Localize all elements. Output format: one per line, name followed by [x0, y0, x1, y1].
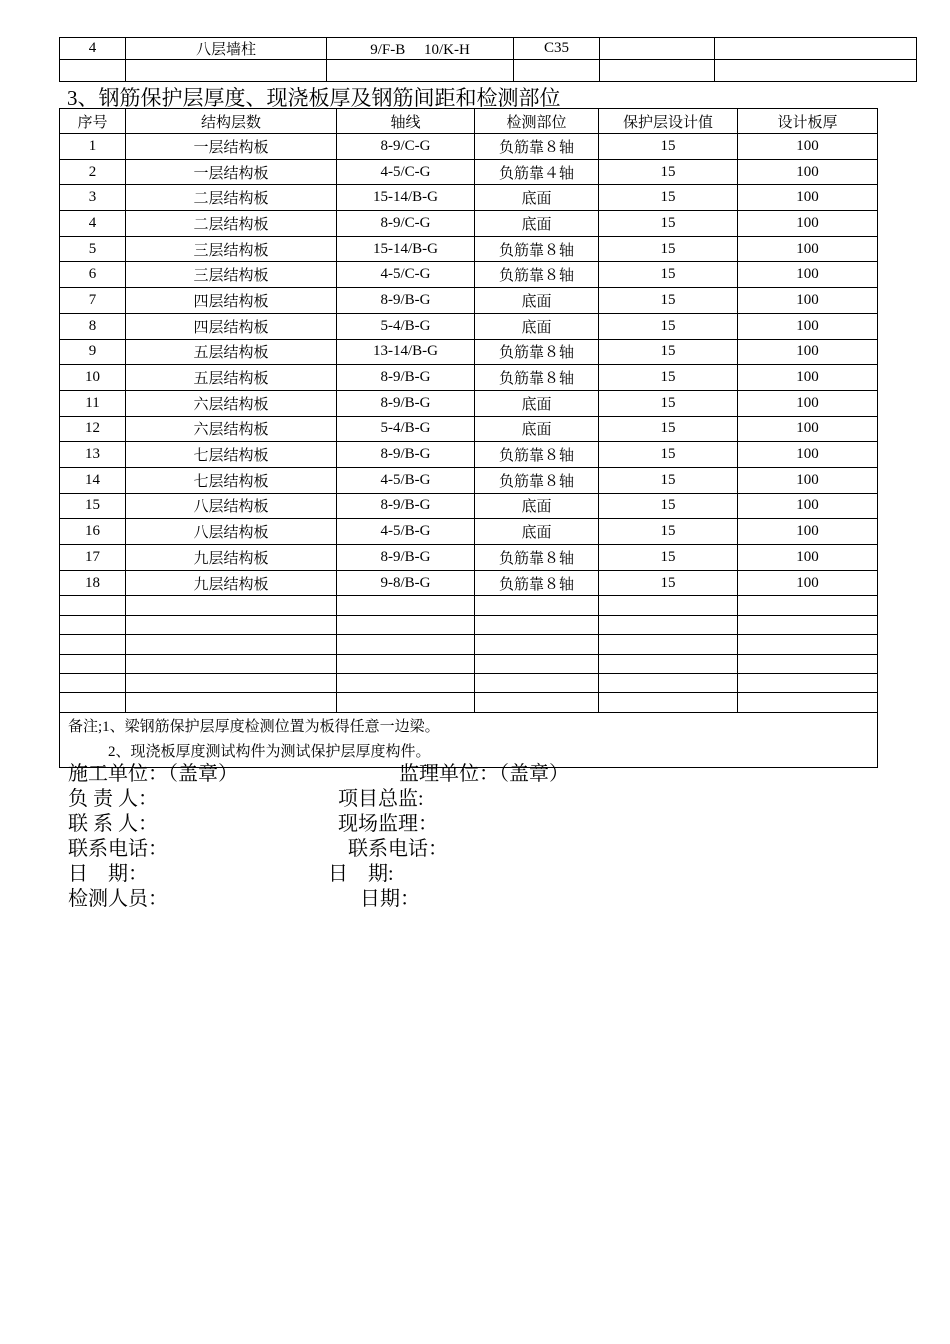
table-row — [60, 236, 878, 262]
phone-left-label: 联系电话： — [68, 838, 168, 860]
empty-cell — [738, 635, 878, 654]
cell-axis: 8-9/B-G — [337, 365, 475, 391]
cell-cover-design: 15 — [599, 390, 738, 416]
top-table-cell — [60, 60, 126, 82]
cell-slab-thickness: 100 — [738, 211, 878, 237]
empty-cell — [337, 635, 475, 654]
empty-cell — [60, 673, 126, 692]
top-table-cell — [126, 60, 327, 82]
cell-slab-thickness: 100 — [738, 519, 878, 545]
cell-floor: 五层结构板 — [126, 365, 337, 391]
cell-axis: 4-5/B-G — [337, 467, 475, 493]
table-row — [60, 134, 878, 160]
cell-slab-thickness: 100 — [738, 288, 878, 314]
cell-location: 底面 — [475, 493, 599, 519]
table-row — [60, 159, 878, 185]
header-cover-design: 保护层设计值 — [599, 109, 738, 134]
top-table-cell — [600, 38, 715, 60]
empty-table-row — [60, 596, 878, 615]
table-row — [60, 288, 878, 314]
cell-cover-design: 15 — [599, 339, 738, 365]
cell-index: 3 — [60, 185, 126, 211]
header-slab-thickness: 设计板厚 — [738, 109, 878, 134]
sign-row-inspector — [68, 887, 420, 912]
cell-location: 负筋靠８轴 — [475, 262, 599, 288]
table-row — [60, 313, 878, 339]
cell-cover-design: 15 — [599, 365, 738, 391]
contact-person-label: 联 系 人： — [68, 813, 158, 835]
top-table-cell — [327, 60, 514, 82]
top-table-cell — [514, 60, 600, 82]
table-row — [60, 467, 878, 493]
cell-cover-design: 15 — [599, 288, 738, 314]
cell-cover-design: 15 — [599, 467, 738, 493]
cell-slab-thickness: 100 — [738, 570, 878, 596]
empty-cell — [126, 673, 337, 692]
cell-slab-thickness: 100 — [738, 416, 878, 442]
header-location: 检测部位 — [475, 109, 599, 134]
cell-location: 底面 — [475, 211, 599, 237]
cell-slab-thickness: 100 — [738, 467, 878, 493]
top-table-cell: C35 — [514, 38, 600, 60]
cell-axis: 5-4/B-G — [337, 313, 475, 339]
cell-slab-thickness: 100 — [738, 185, 878, 211]
cell-axis: 15-14/B-G — [337, 236, 475, 262]
cell-cover-design: 15 — [599, 519, 738, 545]
cell-cover-design: 15 — [599, 493, 738, 519]
empty-cell — [475, 654, 599, 673]
empty-cell — [60, 615, 126, 634]
empty-cell — [475, 596, 599, 615]
cell-slab-thickness: 100 — [738, 365, 878, 391]
note-row — [60, 712, 878, 767]
cell-slab-thickness: 100 — [738, 159, 878, 185]
cell-index: 4 — [60, 211, 126, 237]
top-table-cell — [715, 60, 917, 82]
top-table — [59, 37, 917, 82]
cell-location: 负筋靠８轴 — [475, 467, 599, 493]
top-table-row — [60, 60, 917, 82]
empty-cell — [599, 654, 738, 673]
cell-cover-design: 15 — [599, 570, 738, 596]
empty-cell — [738, 615, 878, 634]
cell-index: 11 — [60, 390, 126, 416]
sign-row-date — [68, 862, 394, 887]
cell-axis: 8-9/B-G — [337, 390, 475, 416]
cell-cover-design: 15 — [599, 262, 738, 288]
person-in-charge-label: 负 责 人： — [68, 788, 158, 810]
inspection-table-body — [60, 134, 878, 713]
cell-floor: 三层结构板 — [126, 262, 337, 288]
table-row — [60, 262, 878, 288]
cell-index: 14 — [60, 467, 126, 493]
cell-cover-design: 15 — [599, 134, 738, 160]
note-line-2: 2、现浇板厚度测试构件为测试保护层厚度构件。 — [108, 743, 431, 760]
supervision-unit-label: 监理单位：（盖章） — [399, 763, 569, 785]
cell-slab-thickness: 100 — [738, 390, 878, 416]
cell-location: 负筋靠８轴 — [475, 545, 599, 571]
cell-location: 负筋靠８轴 — [475, 236, 599, 262]
site-supervisor-label: 现场监理： — [338, 813, 438, 835]
header-axis: 轴线 — [337, 109, 475, 134]
project-chief-supervisor-label: 项目总监: — [338, 788, 424, 810]
cell-index: 10 — [60, 365, 126, 391]
date-left-label: 日 期： — [68, 863, 148, 885]
table-row — [60, 493, 878, 519]
empty-cell — [599, 693, 738, 712]
cell-index: 1 — [60, 134, 126, 160]
construction-unit-label: 施工单位：（盖章） — [68, 763, 238, 785]
cell-index: 6 — [60, 262, 126, 288]
empty-cell — [60, 654, 126, 673]
cell-floor: 七层结构板 — [126, 467, 337, 493]
empty-cell — [60, 635, 126, 654]
table-row — [60, 390, 878, 416]
empty-table-row — [60, 615, 878, 634]
cell-slab-thickness: 100 — [738, 236, 878, 262]
table-row — [60, 365, 878, 391]
empty-table-row — [60, 635, 878, 654]
cell-floor: 二层结构板 — [126, 185, 337, 211]
empty-cell — [126, 654, 337, 673]
cell-slab-thickness: 100 — [738, 262, 878, 288]
empty-cell — [599, 635, 738, 654]
cell-index: 9 — [60, 339, 126, 365]
empty-cell — [337, 673, 475, 692]
cell-slab-thickness: 100 — [738, 339, 878, 365]
empty-cell — [738, 596, 878, 615]
cell-floor: 六层结构板 — [126, 390, 337, 416]
cell-index: 16 — [60, 519, 126, 545]
cell-cover-design: 15 — [599, 159, 738, 185]
cell-floor: 九层结构板 — [126, 570, 337, 596]
table-header-row — [60, 109, 878, 134]
top-table-cell: 9/F-B 10/K-H — [327, 38, 514, 60]
cell-floor: 八层结构板 — [126, 493, 337, 519]
cell-slab-thickness: 100 — [738, 134, 878, 160]
cell-cover-design: 15 — [599, 211, 738, 237]
cell-floor: 六层结构板 — [126, 416, 337, 442]
note-cell — [60, 712, 878, 767]
empty-cell — [599, 596, 738, 615]
header-index: 序号 — [60, 109, 126, 134]
cell-location: 负筋靠４轴 — [475, 159, 599, 185]
inspector-date-label: 日期： — [360, 888, 420, 910]
cell-location: 负筋靠８轴 — [475, 339, 599, 365]
table-row — [60, 570, 878, 596]
empty-cell — [60, 693, 126, 712]
cell-axis: 8-9/B-G — [337, 545, 475, 571]
cell-axis: 5-4/B-G — [337, 416, 475, 442]
cell-slab-thickness: 100 — [738, 442, 878, 468]
top-table-cell — [600, 60, 715, 82]
empty-cell — [599, 615, 738, 634]
cell-axis: 4-5/B-G — [337, 519, 475, 545]
empty-table-row — [60, 673, 878, 692]
cell-axis: 13-14/B-G — [337, 339, 475, 365]
top-table-cell: 八层墙柱 — [126, 38, 327, 60]
cell-axis: 8-9/B-G — [337, 442, 475, 468]
cell-cover-design: 15 — [599, 416, 738, 442]
cell-slab-thickness: 100 — [738, 313, 878, 339]
sign-row-phone — [68, 837, 448, 862]
cell-axis: 4-5/C-G — [337, 262, 475, 288]
cell-index: 5 — [60, 236, 126, 262]
cell-floor: 四层结构板 — [126, 288, 337, 314]
top-table-cell — [715, 38, 917, 60]
cell-index: 17 — [60, 545, 126, 571]
cell-index: 12 — [60, 416, 126, 442]
cell-location: 底面 — [475, 313, 599, 339]
cell-index: 7 — [60, 288, 126, 314]
header-floor: 结构层数 — [126, 109, 337, 134]
cell-location: 底面 — [475, 519, 599, 545]
cell-floor: 八层结构板 — [126, 519, 337, 545]
empty-cell — [337, 615, 475, 634]
cell-floor: 二层结构板 — [126, 211, 337, 237]
empty-cell — [337, 693, 475, 712]
sign-row-responsible — [68, 787, 424, 812]
cell-floor: 一层结构板 — [126, 159, 337, 185]
table-row — [60, 185, 878, 211]
top-table-body — [60, 38, 917, 82]
table-row — [60, 416, 878, 442]
inspection-table — [59, 108, 878, 768]
cell-axis: 8-9/B-G — [337, 493, 475, 519]
cell-axis: 8-9/C-G — [337, 211, 475, 237]
empty-cell — [126, 615, 337, 634]
cell-index: 15 — [60, 493, 126, 519]
empty-cell — [738, 673, 878, 692]
cell-location: 负筋靠８轴 — [475, 442, 599, 468]
cell-location: 底面 — [475, 185, 599, 211]
cell-floor: 一层结构板 — [126, 134, 337, 160]
cell-cover-design: 15 — [599, 236, 738, 262]
top-table-row — [60, 38, 917, 60]
cell-index: 2 — [60, 159, 126, 185]
table-row — [60, 442, 878, 468]
sign-row-contact — [68, 812, 438, 837]
table-row — [60, 211, 878, 237]
cell-index: 18 — [60, 570, 126, 596]
section-title: 3、钢筋保护层厚度、现浇板厚及钢筋间距和检测部位 — [67, 86, 561, 110]
empty-cell — [475, 615, 599, 634]
empty-cell — [738, 693, 878, 712]
empty-cell — [337, 654, 475, 673]
cell-cover-design: 15 — [599, 313, 738, 339]
empty-cell — [60, 596, 126, 615]
cell-location: 负筋靠８轴 — [475, 365, 599, 391]
empty-cell — [126, 635, 337, 654]
cell-location: 底面 — [475, 416, 599, 442]
cell-cover-design: 15 — [599, 185, 738, 211]
phone-right-label: 联系电话： — [348, 838, 448, 860]
cell-axis: 15-14/B-G — [337, 185, 475, 211]
cell-axis: 8-9/B-G — [337, 288, 475, 314]
table-row — [60, 339, 878, 365]
sign-row-units — [68, 762, 569, 787]
cell-cover-design: 15 — [599, 545, 738, 571]
empty-cell — [475, 693, 599, 712]
cell-location: 底面 — [475, 390, 599, 416]
cell-location: 负筋靠８轴 — [475, 134, 599, 160]
table-row — [60, 545, 878, 571]
top-table-cell: 4 — [60, 38, 126, 60]
cell-axis: 4-5/C-G — [337, 159, 475, 185]
empty-cell — [337, 596, 475, 615]
cell-axis: 8-9/C-G — [337, 134, 475, 160]
note-line-1: 备注;1、梁钢筋保护层厚度检测位置为板得任意一边梁。 — [68, 718, 440, 735]
inspector-label: 检测人员： — [68, 888, 168, 910]
empty-cell — [738, 654, 878, 673]
cell-cover-design: 15 — [599, 442, 738, 468]
cell-axis: 9-8/B-G — [337, 570, 475, 596]
empty-cell — [126, 693, 337, 712]
cell-floor: 五层结构板 — [126, 339, 337, 365]
cell-slab-thickness: 100 — [738, 545, 878, 571]
empty-table-row — [60, 654, 878, 673]
empty-table-row — [60, 693, 878, 712]
cell-floor: 四层结构板 — [126, 313, 337, 339]
empty-cell — [126, 596, 337, 615]
signature-block — [68, 762, 569, 912]
empty-cell — [475, 673, 599, 692]
empty-cell — [599, 673, 738, 692]
date-right-label: 日 期: — [328, 863, 394, 885]
cell-location: 底面 — [475, 288, 599, 314]
cell-slab-thickness: 100 — [738, 493, 878, 519]
cell-location: 负筋靠８轴 — [475, 570, 599, 596]
cell-index: 13 — [60, 442, 126, 468]
cell-floor: 九层结构板 — [126, 545, 337, 571]
cell-floor: 七层结构板 — [126, 442, 337, 468]
cell-index: 8 — [60, 313, 126, 339]
empty-cell — [475, 635, 599, 654]
table-row — [60, 519, 878, 545]
cell-floor: 三层结构板 — [126, 236, 337, 262]
